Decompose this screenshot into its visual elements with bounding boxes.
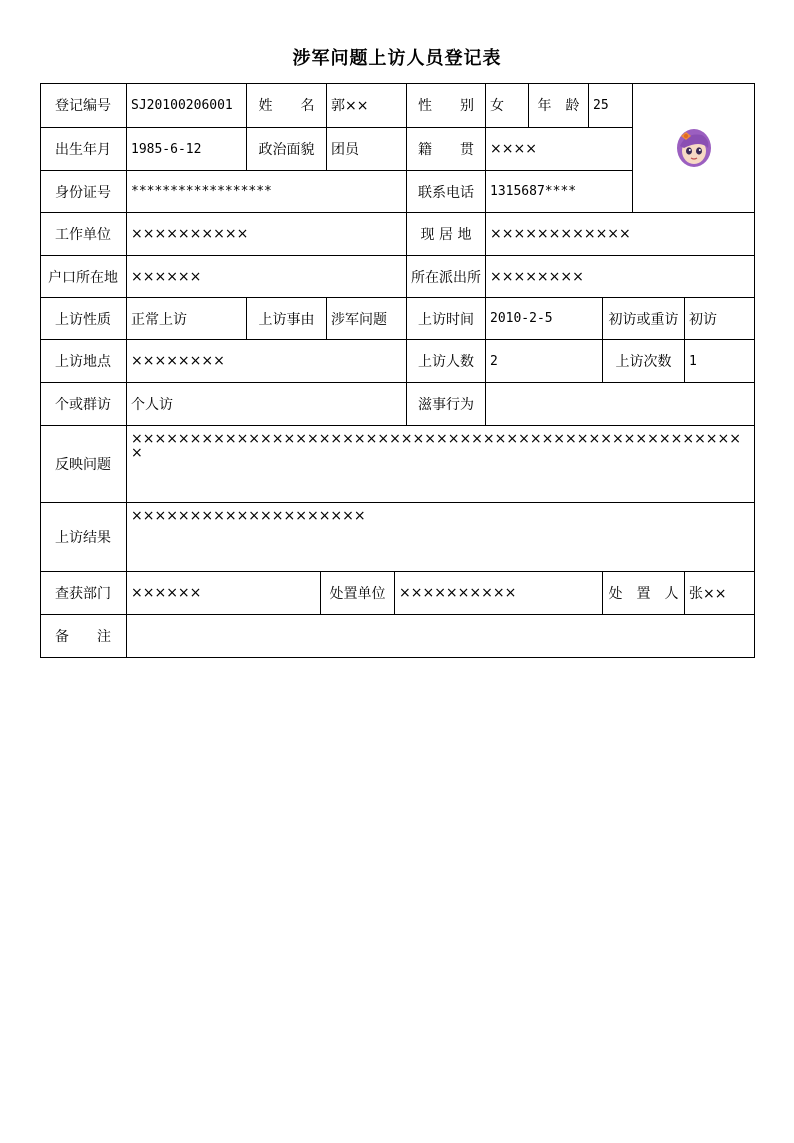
value-age: 25 <box>589 83 633 128</box>
label-police-station: 所在派出所 <box>407 256 486 298</box>
value-visit-time: 2010-2-5 <box>486 298 603 340</box>
label-location: 上访地点 <box>40 340 127 383</box>
photo-cell <box>633 83 755 213</box>
label-visit-count: 上访次数 <box>603 340 685 383</box>
label-handler: 处 置 人 <box>603 572 685 615</box>
label-people-count: 上访人数 <box>407 340 486 383</box>
label-work-unit: 工作单位 <box>40 213 127 256</box>
value-name: 郭×× <box>327 83 407 128</box>
label-individual-group: 个或群访 <box>40 383 127 426</box>
value-issue: ××××××××××××××××××××××××××××××××××××××××××××××××××××× <box>127 426 755 503</box>
label-nature: 上访性质 <box>40 298 127 340</box>
value-birth: 1985-6-12 <box>127 128 247 171</box>
label-birth: 出生年月 <box>40 128 127 171</box>
label-reason: 上访事由 <box>247 298 327 340</box>
value-remarks <box>127 615 755 658</box>
label-dept: 查获部门 <box>40 572 127 615</box>
value-people-count: 2 <box>486 340 603 383</box>
label-reg-no: 登记编号 <box>40 83 127 128</box>
label-trouble: 滋事行为 <box>407 383 486 426</box>
label-name: 姓 名 <box>247 83 327 128</box>
value-result: ×××××××××××××××××××× <box>127 503 755 572</box>
label-result: 上访结果 <box>40 503 127 572</box>
value-handler: 张×× <box>685 572 755 615</box>
value-first-or-repeat: 初访 <box>685 298 755 340</box>
label-phone: 联系电话 <box>407 171 486 213</box>
avatar-girl-icon <box>672 126 716 170</box>
label-visit-time: 上访时间 <box>407 298 486 340</box>
value-work-unit: ×××××××××× <box>127 213 407 256</box>
label-first-or-repeat: 初访或重访 <box>603 298 685 340</box>
label-political: 政治面貌 <box>247 128 327 171</box>
value-individual-group: 个人访 <box>127 383 407 426</box>
value-gender: 女 <box>486 83 529 128</box>
value-dept: ×××××× <box>127 572 321 615</box>
label-remarks: 备 注 <box>40 615 127 658</box>
label-handling-unit: 处置单位 <box>321 572 395 615</box>
value-nature: 正常上访 <box>127 298 247 340</box>
value-visit-count: 1 <box>685 340 755 383</box>
label-age: 年 龄 <box>529 83 589 128</box>
label-residence: 现 居 地 <box>407 213 486 256</box>
value-location: ×××××××× <box>127 340 407 383</box>
value-residence: ×××××××××××× <box>486 213 755 256</box>
label-hukou: 户口所在地 <box>40 256 127 298</box>
value-trouble <box>486 383 755 426</box>
label-origin: 籍 贯 <box>407 128 486 171</box>
value-origin: ×××× <box>486 128 633 171</box>
value-id-card: ****************** <box>127 171 407 213</box>
label-issue: 反映问题 <box>40 426 127 503</box>
value-political: 团员 <box>327 128 407 171</box>
value-police-station: ×××××××× <box>486 256 755 298</box>
value-handling-unit: ×××××××××× <box>395 572 603 615</box>
label-id-card: 身份证号 <box>40 171 127 213</box>
value-hukou: ×××××× <box>127 256 407 298</box>
value-phone: 1315687**** <box>486 171 633 213</box>
value-reg-no: SJ20100206001 <box>127 83 247 128</box>
label-gender: 性 别 <box>407 83 486 128</box>
form-title: 涉军问题上访人员登记表 <box>292 48 502 69</box>
value-reason: 涉军问题 <box>327 298 407 340</box>
